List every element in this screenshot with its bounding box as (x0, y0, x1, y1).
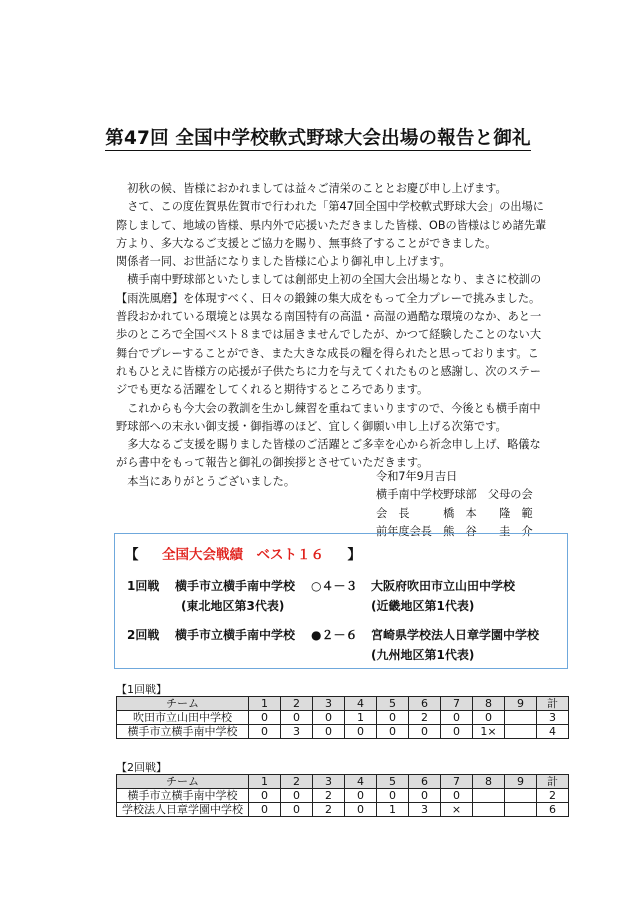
header-inning: 4 (345, 697, 377, 711)
score-cell: 0 (409, 789, 441, 803)
score-cell: 0 (281, 789, 313, 803)
header-inning: 5 (377, 697, 409, 711)
game-2-round: 2回戦 (127, 628, 160, 642)
paragraph-line: がら書中をもって報告と御礼の御挨拶とさせていただきます。 (116, 456, 429, 470)
header-inning: 8 (473, 775, 505, 789)
game-2-opponent-region: (九州地区第1代表) (371, 648, 475, 662)
score-cell: 0 (441, 789, 473, 803)
game-1-opponent-region: (近畿地区第1代表) (371, 599, 475, 613)
header-inning: 2 (281, 697, 313, 711)
results-title (125, 543, 361, 563)
score-cell: 0 (249, 789, 281, 803)
paragraph-line: 多大なるご支援を賜りました皆様のご活躍とご多幸を心から祈念申し上げ、略儀な (116, 438, 541, 452)
page-title-text: 第47回 全国中学校軟式野球大会出場の報告と御礼 (105, 128, 531, 149)
score-cell: 0 (249, 711, 281, 725)
game-2-result: ●２－６ (311, 628, 358, 642)
scoreboard-header-row (117, 697, 569, 711)
score-cell (505, 803, 537, 817)
paragraph-line: 関係者一同、お世話になりました皆様に心より御礼申し上げます。 (116, 255, 451, 269)
score-cell: 0 (473, 711, 505, 725)
header-inning: 6 (409, 775, 441, 789)
results-bracket-open: 【 (125, 547, 139, 563)
paragraph-line: 野球部への末永い御支援・御指導のほど、宜しく御願い申し上げる次第です。 (116, 419, 507, 433)
team-cell: 横手市立横手南中学校 (117, 789, 249, 803)
header-inning: 1 (249, 775, 281, 789)
scoreboard-2-caption: 【2回戦】 (116, 761, 167, 774)
header-team: チーム (117, 775, 249, 789)
table-row (117, 725, 569, 739)
score-cell: × (441, 803, 473, 817)
game-1-opponent: 大阪府吹田市立山田中学校 (371, 579, 516, 593)
score-cell: 3 (281, 725, 313, 739)
score-cell: 0 (249, 803, 281, 817)
results-title-text: 全国大会戦績 ベスト１６ (162, 547, 325, 563)
table-row (117, 711, 569, 725)
paragraph-line: 際しまして、地域の皆様、県内外で応援いただきました皆様、OBの皆様はじめ諸先輩 (116, 218, 547, 232)
header-total: 計 (537, 697, 569, 711)
paragraph-line: れもひとえに皆様方の応援が子供たちに力を与えてくれたものと感謝し、次のステー (116, 364, 541, 378)
paragraph-line: これからも今大会の教訓を生かし練習を重ねてまいりますので、今後とも横手南中 (116, 401, 541, 415)
score-cell: 0 (377, 711, 409, 725)
score-cell: 0 (345, 803, 377, 817)
score-cell: 0 (377, 789, 409, 803)
score-cell: 2 (313, 789, 345, 803)
page-title (0, 124, 636, 150)
paragraph-line: 方より、多大なるご支援とご協力を賜り、無事終了することができました。 (116, 236, 497, 250)
header-inning: 7 (441, 697, 473, 711)
results-bracket-close: 】 (347, 547, 362, 563)
score-cell: 0 (409, 725, 441, 739)
header-inning: 3 (313, 697, 345, 711)
scoreboard-1-caption: 【1回戦】 (116, 683, 167, 696)
results-box (114, 533, 568, 669)
header-inning: 1 (249, 697, 281, 711)
header-inning: 3 (313, 775, 345, 789)
score-cell: 0 (441, 725, 473, 739)
team-cell: 横手市立横手南中学校 (117, 725, 249, 739)
table-row (117, 789, 569, 803)
score-cell: 1 (377, 803, 409, 817)
score-cell: 2 (313, 803, 345, 817)
score-cell: 0 (441, 711, 473, 725)
signature-prev-chair: 前年度会長 熊 谷 圭 介 (376, 524, 533, 538)
score-cell: 0 (345, 725, 377, 739)
score-cell (505, 711, 537, 725)
paragraph-line: 横手南中野球部といたしましては創部史上初の全国大会出場となり、まさに校訓の (116, 273, 542, 287)
total-cell: 6 (537, 803, 569, 817)
score-cell: 0 (249, 725, 281, 739)
score-cell (505, 725, 537, 739)
header-team: チーム (117, 697, 249, 711)
score-cell: 0 (313, 711, 345, 725)
score-cell: 0 (377, 725, 409, 739)
header-inning: 8 (473, 697, 505, 711)
header-total: 計 (537, 775, 569, 789)
game-1-result: ○４－３ (311, 579, 358, 593)
signature-block (376, 468, 533, 541)
paragraph-line: 本当にありがとうございました。 (116, 474, 296, 488)
signature-date: 令和7年9月吉日 (376, 470, 458, 483)
table-row (117, 803, 569, 817)
header-inning: 7 (441, 775, 473, 789)
paragraph-line: 普段おかれている環境とは異なる南国特有の高温・高湿の過酷な環境のなか、あと一 (116, 310, 542, 324)
header-inning: 2 (281, 775, 313, 789)
team-cell: 学校法人日章学園中学校 (117, 803, 249, 817)
score-cell: 3 (409, 803, 441, 817)
header-inning: 9 (505, 697, 537, 711)
scoreboard-header-row (117, 775, 569, 789)
paragraph-line: さて、この度佐賀県佐賀市で行われた「第47回全国中学校軟式野球大会」の出場に (116, 200, 544, 214)
paragraph-line: 初秋の候、皆様におかれましては益々ご清栄のこととお慶び申し上げます。 (116, 182, 507, 195)
signature-org: 横手南中学校野球部 父母の会 (376, 488, 533, 502)
signature-chair: 会 長 橋 本 隆 範 (376, 506, 533, 520)
score-cell: 0 (281, 803, 313, 817)
game-2-team: 横手市立横手南中学校 (175, 628, 296, 642)
score-cell (473, 803, 505, 817)
total-cell: 3 (537, 711, 569, 725)
paragraph-line: 【雨洗風磨】を体現すべく、日々の鍛錬の集大成をもって全力プレーで挑みました。 (116, 291, 541, 305)
score-cell: 0 (313, 725, 345, 739)
scoreboard-2 (116, 774, 569, 817)
score-cell: 2 (409, 711, 441, 725)
score-cell: 0 (281, 711, 313, 725)
header-inning: 9 (505, 775, 537, 789)
header-inning: 6 (409, 697, 441, 711)
paragraph-line: 歩のところで全国ベスト８までは届きませんでしたが、かつて経験したことのない大 (116, 328, 542, 342)
game-2-opponent: 宮崎県学校法人日章学園中学校 (371, 628, 540, 642)
header-inning: 5 (377, 775, 409, 789)
game-1-team-region: (東北地区第3代表) (181, 599, 285, 613)
total-cell: 4 (537, 725, 569, 739)
paragraph-line: ジでも更なる活躍をしてくれると期待するところであります。 (116, 383, 429, 397)
letter-body (116, 180, 556, 491)
paragraph-line: 舞台でプレーすることができ、また大きな成長の糧を得られたと思っております。こ (116, 346, 539, 360)
game-1-team: 横手市立横手南中学校 (175, 579, 296, 593)
score-cell: 0 (345, 789, 377, 803)
score-cell: 1× (473, 725, 505, 739)
total-cell: 2 (537, 789, 569, 803)
header-inning: 4 (345, 775, 377, 789)
score-cell (505, 789, 537, 803)
game-1-round: 1回戦 (127, 579, 160, 593)
score-cell (473, 789, 505, 803)
score-cell: 1 (345, 711, 377, 725)
scoreboard-1 (116, 696, 569, 739)
team-cell: 吹田市立山田中学校 (117, 711, 249, 725)
